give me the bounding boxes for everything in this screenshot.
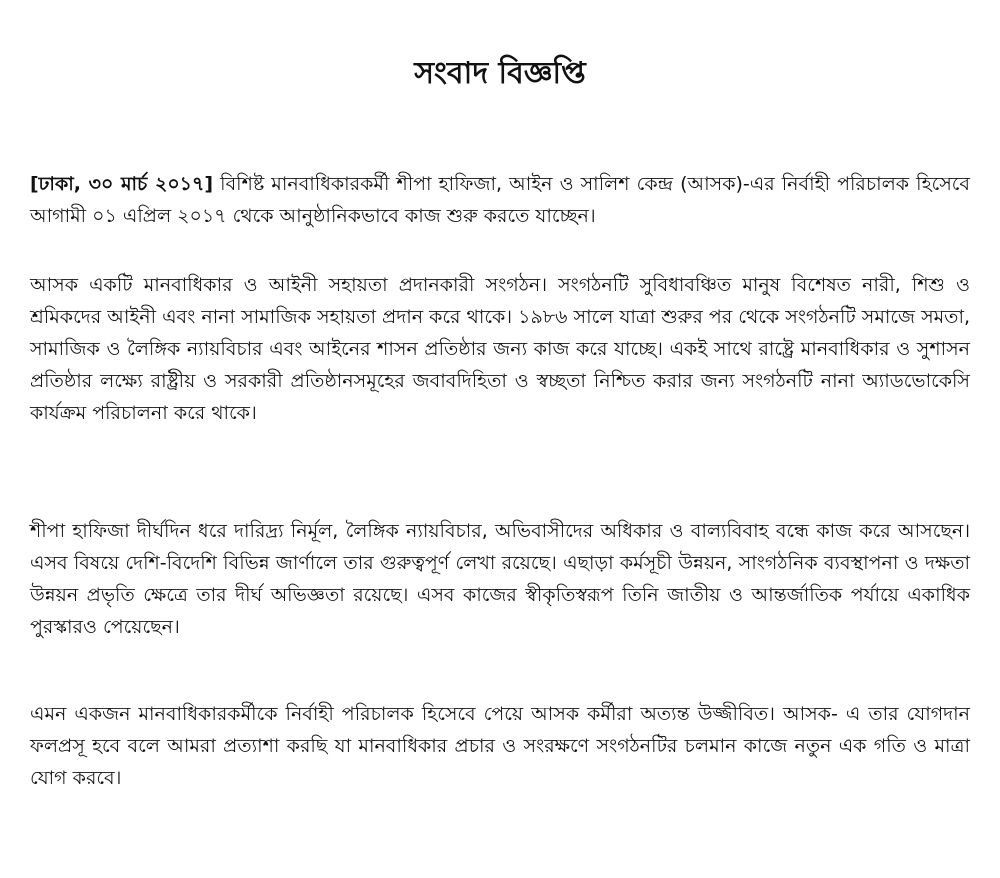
page-title: সংবাদ বিজ্ঞপ্তি <box>414 56 586 91</box>
paragraph-intro-text: বিশিষ্ট মানবাধিকারকর্মী শীপা হাফিজা, আইন ও সালিশ কেন্দ্র (আসক)-এর নির্বাহী পরিচালক হিসেবে আগামী ০১ এপ্রিল ২০১৭ থেকে আনুষ্ঠানিকভাবে কাজ শুরু করতে যাচ্ছেন। <box>30 173 970 227</box>
paragraph-organization: আসক একটি মানবাধিকার ও আইনী সহায়তা প্রদানকারী সংগঠন। সংগঠনটি সুবিধাবঞ্চিত মানুষ বিশেষত নারী, শিশু ও শ্রমিকদের আইনী এবং নানা সামাজিক সহায়তা প্রদান করে থাকে। ১৯৮৬ সালে যাত্রা শুরুর পর থেকে সংগঠনটি সমাজে সমতা, সামাজিক ও লৈঙ্গিক ন্যায়বিচার এবং আইনের শাসন প্রতিষ্ঠার জন্য কাজ করে যাচ্ছে। একই সাথে রাষ্ট্রে মানবাধিকার ও সুশাসন প্রতিষ্ঠার লক্ষ্যে রাষ্ট্রীয় ও সরকারী প্রতিষ্ঠানসমূহের জবাবদিহিতা ও স্বচ্ছতা নিশ্চিত করার জন্য সংগঠনটি নানা অ্যাডভোকেসি কার্যক্রম পরিচালনা করে থাকে। <box>30 274 970 424</box>
paragraph-closing: এমন একজন মানবাধিকারকর্মীকে নির্বাহী পরিচালক হিসেবে পেয়ে আসক কর্মীরা অত্যন্ত উজ্জীবিত। আসক- এ তার যোগদান ফলপ্রসূ হবে বলে আমরা প্রত্যাশা করছি যা মানবাধিকার প্রচার ও সংরক্ষণে সংগঠনটির চলমান কাজে নতুন এক গতি ও মাত্রা যোগ করবে। <box>30 703 970 789</box>
dateline: [ঢাকা, ৩০ মার্চ ২০১৭] <box>30 173 214 195</box>
paragraph-biography: শীপা হাফিজা দীর্ঘদিন ধরে দারিদ্র্য নির্মূল, লৈঙ্গিক ন্যায়বিচার, অভিবাসীদের অধিকার ও বাল্যবিবাহ বন্ধে কাজ করে আসছেন। এসব বিষয়ে দেশি-বিদেশি বিভিন্ন জার্ণালে তার গুরুত্বপূর্ণ লেখা রয়েছে। এছাড়া কর্মসূচী উন্নয়ন, সাংগঠনিক ব্যবস্থাপনা ও দক্ষতা উন্নয়ন প্রভৃতি ক্ষেত্রে তার দীর্ঘ অভিজ্ঞতা রয়েছে। এসব কাজের স্বীকৃতিস্বরূপ তিনি জাতীয় ও আন্তর্জাতিক পর্যায়ে একাধিক পুরস্কারও পেয়েছেন। <box>30 520 970 638</box>
paragraph-intro <box>30 168 970 232</box>
